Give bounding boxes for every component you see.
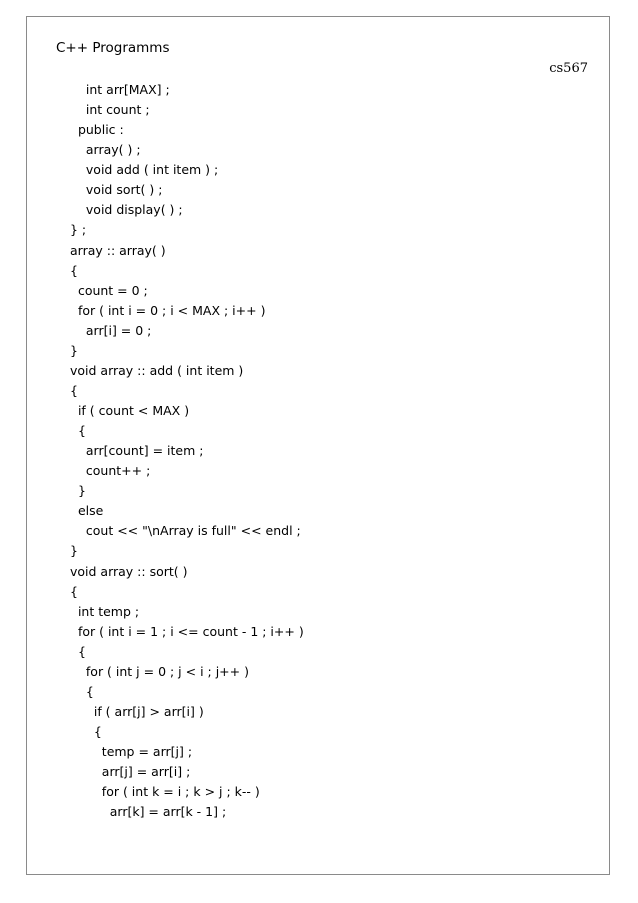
- code-line: {: [70, 583, 78, 599]
- code-line: void array :: sort( ): [70, 563, 188, 579]
- code-line: }: [70, 543, 78, 559]
- code-line: cout << "\nArray is full" << endl ;: [70, 523, 301, 539]
- code-line: {: [70, 423, 86, 439]
- code-line: int count ;: [70, 102, 150, 118]
- code-line: public :: [70, 122, 124, 138]
- code-line: for ( int j = 0 ; j < i ; j++ ): [70, 663, 249, 679]
- code-block: [70, 80, 304, 822]
- code-line: void array :: add ( int item ): [70, 362, 244, 378]
- code-line: {: [70, 262, 78, 278]
- code-line: temp = arr[j] ;: [70, 744, 193, 760]
- code-line: int temp ;: [70, 603, 140, 619]
- code-line: else: [70, 503, 104, 519]
- code-line: void sort( ) ;: [70, 182, 163, 198]
- code-line: if ( count < MAX ): [70, 403, 190, 418]
- code-line: int arr[MAX] ;: [70, 82, 170, 97]
- code-line: arr[j] = arr[i] ;: [70, 764, 191, 780]
- code-line: {: [70, 643, 86, 659]
- code-line: if ( arr[j] > arr[i] ): [70, 703, 204, 719]
- code-line: } ;: [70, 222, 87, 238]
- code-line: for ( int i = 0 ; i < MAX ; i++ ): [70, 302, 266, 318]
- code-line: {: [70, 724, 102, 739]
- header-tag: cs567: [549, 61, 588, 76]
- code-line: {: [70, 382, 78, 398]
- code-line: for ( int i = 1 ; i <= count - 1 ; i++ ): [70, 623, 304, 639]
- code-line: array( ) ;: [70, 142, 141, 158]
- code-line: arr[i] = 0 ;: [70, 322, 152, 338]
- code-line: void display( ) ;: [70, 202, 183, 218]
- code-line: }: [70, 483, 86, 499]
- header-title: C++ Programms: [56, 40, 170, 56]
- code-line: count++ ;: [70, 463, 151, 479]
- code-line: count = 0 ;: [70, 282, 148, 298]
- code-line: array :: array( ): [70, 242, 166, 258]
- code-line: for ( int k = i ; k > j ; k-- ): [70, 784, 260, 800]
- code-line: }: [70, 342, 78, 358]
- code-line: arr[count] = item ;: [70, 443, 204, 459]
- code-line: void add ( int item ) ;: [70, 162, 219, 178]
- code-line: arr[k] = arr[k - 1] ;: [70, 804, 227, 820]
- code-line: {: [70, 683, 94, 699]
